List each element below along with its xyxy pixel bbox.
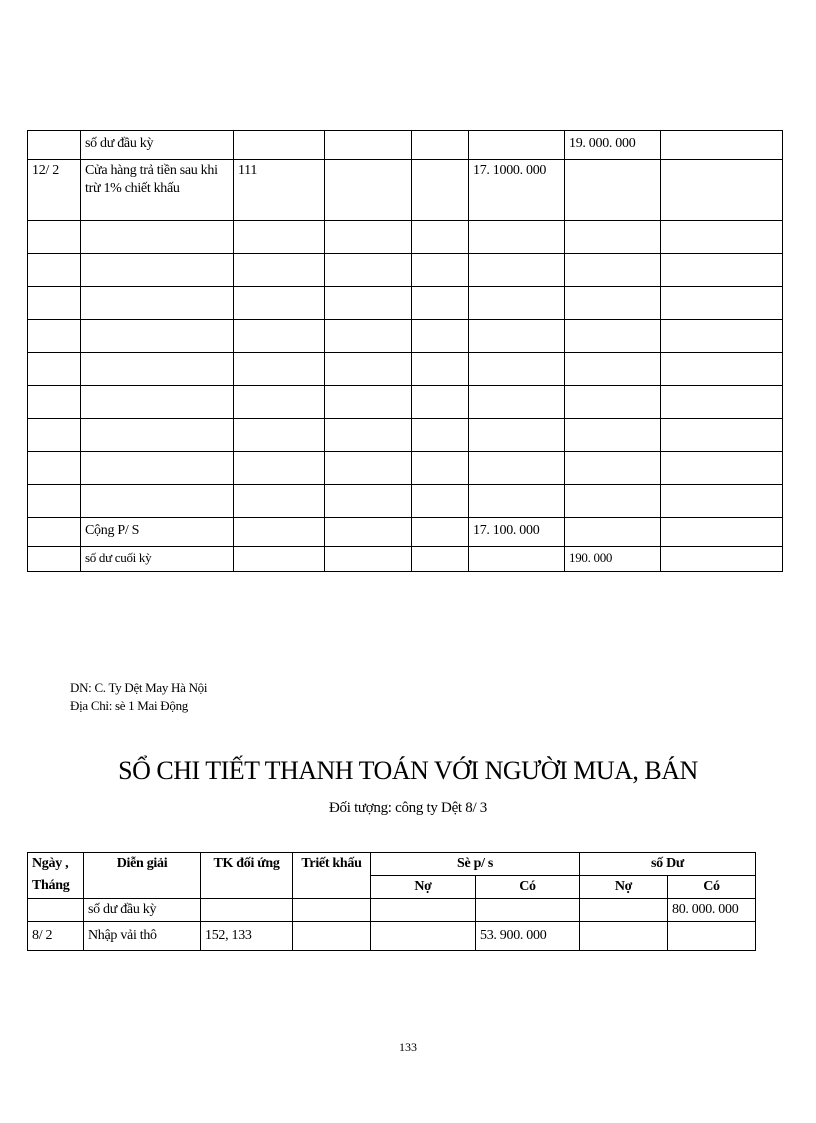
cell-bal-no [580,922,668,951]
cell-c6 [565,518,661,547]
col-header-ps-no: Nợ [371,876,476,899]
cell-c4 [412,131,469,160]
cell-desc: số dư đầu kỳ [81,131,234,160]
company-name: DN: C. Ty Dệt May Hà Nội [70,680,208,695]
cell-c4 [412,547,469,572]
col-header-date: Ngày , Tháng [28,853,84,899]
cell-ps-no [371,922,476,951]
cell-c7 [661,131,783,160]
cell-c7 [661,160,783,221]
cell-desc: Cửa hàng trả tiền sau khi trừ 1% chiết khấu [81,160,234,221]
table-row [28,131,783,160]
cell-date [28,547,81,572]
table-row [28,254,783,287]
cell-ps-no [371,899,476,922]
cell-bal-co: 80. 000. 000 [668,899,756,922]
cell-date [28,131,81,160]
cell-tk [234,518,325,547]
table-row [28,386,783,419]
table-row [28,547,783,572]
cell-c6: 190. 000 [565,547,661,572]
cell-c3 [325,131,412,160]
document-title: SỔ CHI TIẾT THANH TOÁN VỚI NGƯỜI MUA, BÁN [118,756,698,785]
table-row [28,452,783,485]
cell-c6 [565,160,661,221]
cell-tk [201,899,293,922]
cell-c5: 17. 1000. 000 [469,160,565,221]
cell-desc: Cộng P/ S [81,518,234,547]
col-header-desc: Diễn giải [84,853,201,899]
cell-discount [293,899,371,922]
cell-c5: 17. 100. 000 [469,518,565,547]
ledger-table [27,852,756,951]
col-header-bal-co: Có [668,876,756,899]
cell-tk: 111 [234,160,325,221]
col-header-ps-co: Có [476,876,580,899]
header-row [28,853,756,876]
cell-c7 [661,547,783,572]
cell-date: 12/ 2 [28,160,81,221]
cell-date [28,899,84,922]
col-header-ps: Sè p/ s [371,853,580,876]
cell-tk [234,547,325,572]
table-row [28,419,783,452]
table-row [28,485,783,518]
document-subtitle: Đối tượng: công ty Dệt 8/ 3 [329,800,487,816]
cell-c4 [412,518,469,547]
cell-ps-co [476,899,580,922]
company-address: Địa Chỉ: sè 1 Mai Động [70,698,188,713]
col-header-balance: số Dư [580,853,756,876]
cell-c3 [325,547,412,572]
cell-c5 [469,131,565,160]
col-header-discount: Triết khấu [293,853,371,899]
cell-date [28,518,81,547]
cell-desc: số dư cuối kỳ [81,547,234,572]
cell-discount [293,922,371,951]
ledger-table-continued [27,130,783,572]
cell-tk: 152, 133 [201,922,293,951]
table-row [28,221,783,254]
cell-c3 [325,518,412,547]
table-row [28,353,783,386]
cell-c5 [469,547,565,572]
table-row [28,518,783,547]
cell-date: 8/ 2 [28,922,84,951]
table-row [28,320,783,353]
cell-c4 [412,160,469,221]
page-number: 133 [399,1040,417,1054]
cell-c3 [325,160,412,221]
table-row [28,160,783,221]
cell-c6: 19. 000. 000 [565,131,661,160]
col-header-bal-no: Nợ [580,876,668,899]
cell-desc: Nhập vải thô [84,922,201,951]
cell-ps-co: 53. 900. 000 [476,922,580,951]
table-row [28,287,783,320]
table-row [28,922,756,951]
cell-tk [234,131,325,160]
cell-bal-co [668,922,756,951]
cell-bal-no [580,899,668,922]
cell-c7 [661,518,783,547]
table-row [28,899,756,922]
cell-desc: số dư đầu kỳ [84,899,201,922]
col-header-tk: TK đối ứng [201,853,293,899]
